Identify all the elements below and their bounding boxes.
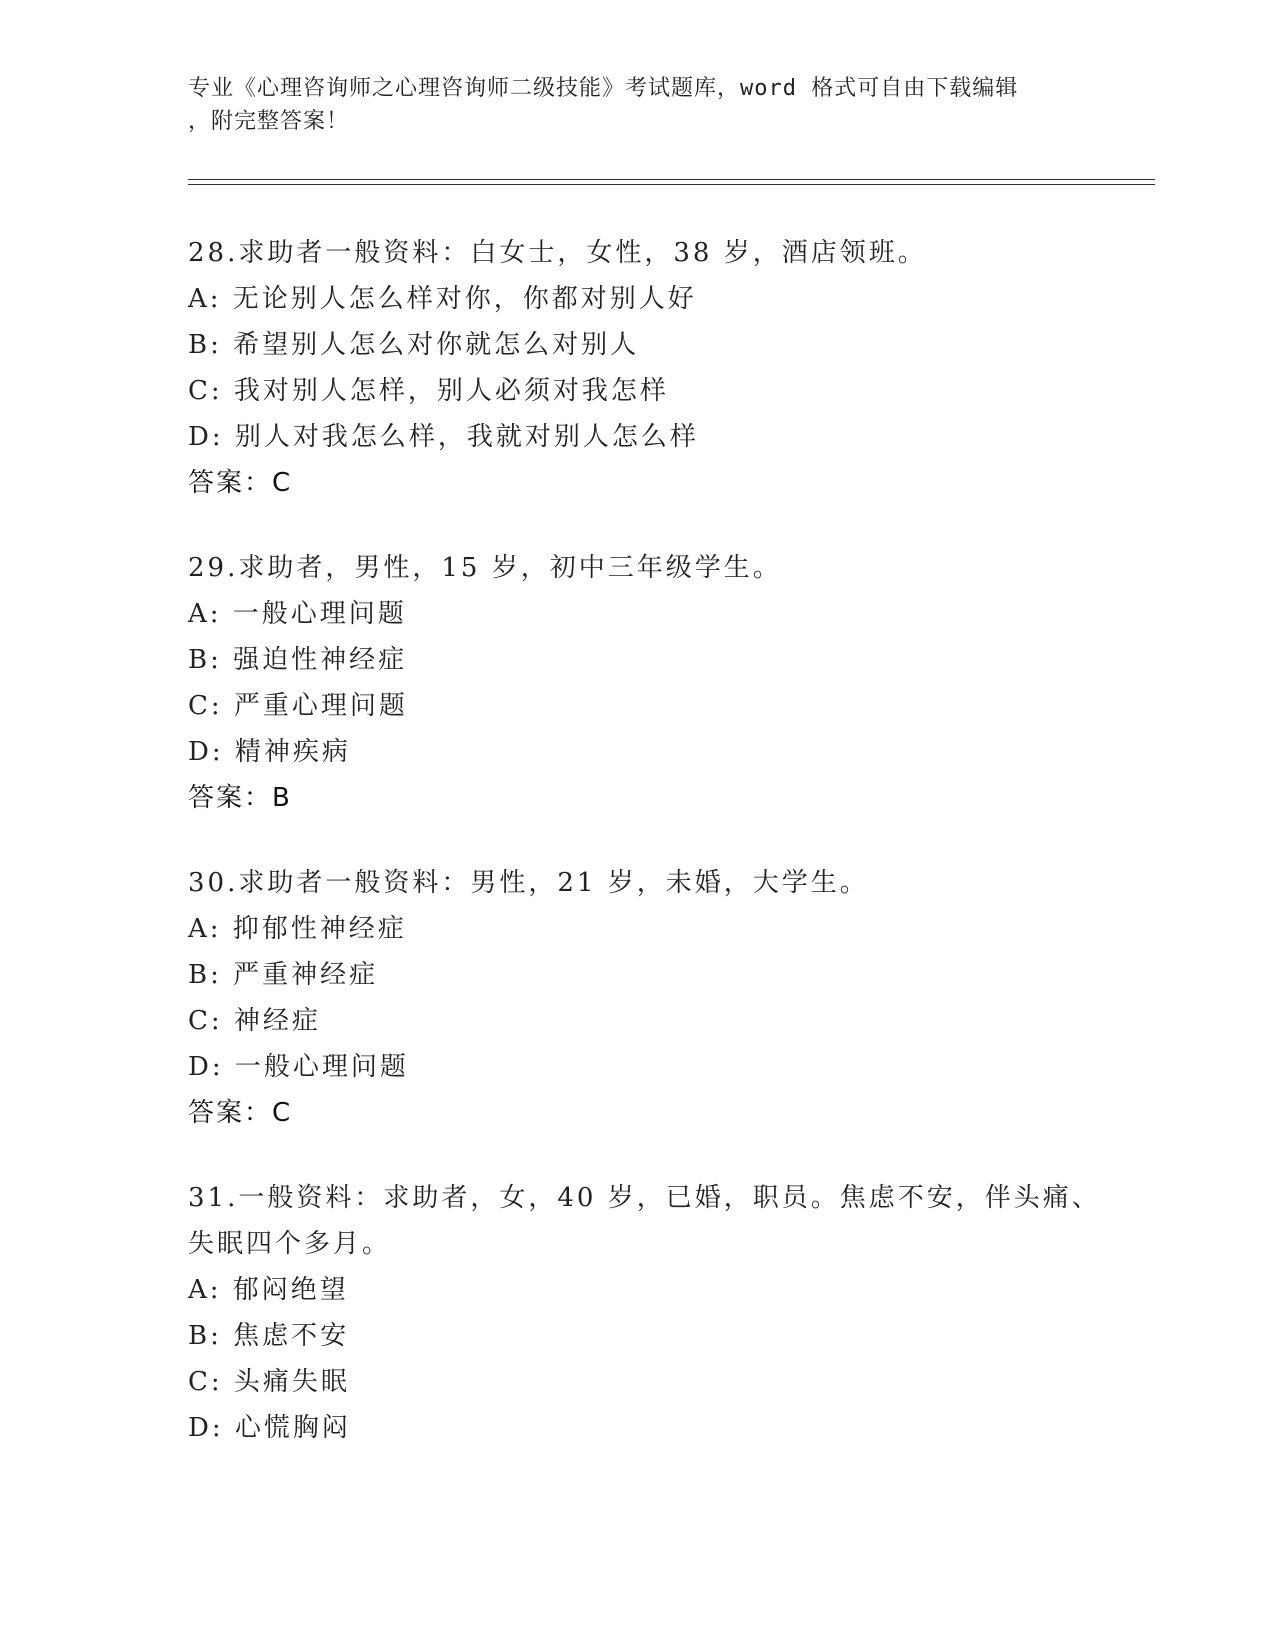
question-stem: 30.求助者一般资料：男性，21 岁，未婚，大学生。 xyxy=(188,868,869,898)
option-b: B: 严重神经症 xyxy=(188,960,379,990)
option-d: D: 一般心理问题 xyxy=(188,1052,409,1082)
option-c: C: 头痛失眠 xyxy=(188,1367,350,1397)
option-c: C: 我对别人怎样，别人必须对我怎样 xyxy=(188,376,669,406)
option-b: B: 强迫性神经症 xyxy=(188,645,408,675)
option-d: D: 别人对我怎么样，我就对别人怎么样 xyxy=(188,422,699,452)
question-stem-line1: 31.一般资料：求助者，女，40 岁，已婚，职员。焦虑不安，伴头痛、 xyxy=(188,1183,1101,1213)
option-d: D: 心慌胸闷 xyxy=(188,1413,351,1443)
question-28 xyxy=(188,230,1088,506)
header-rule-top xyxy=(188,179,1155,180)
option-d: D: 精神疾病 xyxy=(188,737,351,767)
option-b: B: 希望别人怎么对你就怎么对别人 xyxy=(188,330,640,360)
question-29 xyxy=(188,545,1088,821)
option-a: A: 抑郁性神经症 xyxy=(188,914,407,944)
header-title-line1: 专业《心理咨询师之心理咨询师二级技能》考试题库，word 格式可自由下载编辑 xyxy=(188,76,1019,101)
answer: 答案：C xyxy=(188,468,293,498)
header-rule-bottom xyxy=(188,184,1155,185)
document-header xyxy=(188,72,1078,138)
option-a: A: 一般心理问题 xyxy=(188,599,407,629)
answer: 答案：B xyxy=(188,783,292,813)
option-c: C: 神经症 xyxy=(188,1006,321,1036)
option-c: C: 严重心理问题 xyxy=(188,691,408,721)
question-stem: 29.求助者，男性，15 岁，初中三年级学生。 xyxy=(188,553,782,583)
question-stem: 28.求助者一般资料：白女士，女性，38 岁，酒店领班。 xyxy=(188,238,927,268)
answer: 答案：C xyxy=(188,1098,293,1128)
question-stem-line2: 失眠四个多月。 xyxy=(188,1229,392,1259)
option-a: A: 郁闷绝望 xyxy=(188,1275,349,1305)
header-title-line2: ，附完整答案！ xyxy=(188,109,350,134)
option-a: A: 无论别人怎么样对你，你都对别人好 xyxy=(188,284,697,314)
question-30 xyxy=(188,860,1088,1136)
option-b: B: 焦虑不安 xyxy=(188,1321,350,1351)
question-31 xyxy=(188,1175,1101,1451)
